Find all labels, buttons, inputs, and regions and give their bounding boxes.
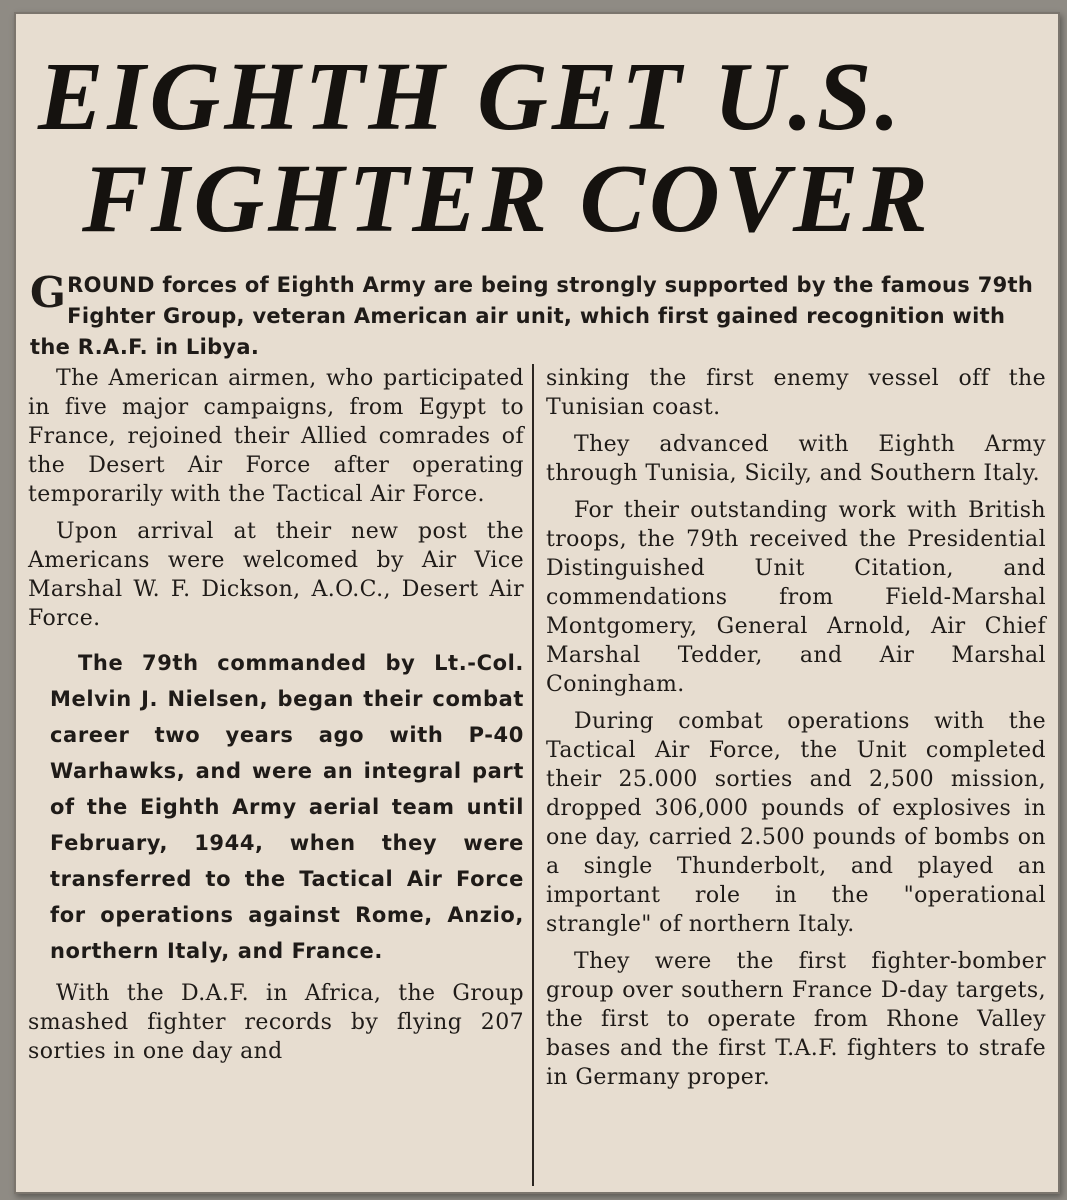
left-paragraph-4: With the D.A.F. in Africa, the Group smashed fighter records by flying 207 sorties in one day and [28,981,524,1064]
left-paragraph-3-bold: The 79th commanded by Lt.-Col. Melvin J. Nielsen, began their combat career two years ago with P-40 Warhawks, and were an integral part of the Eighth Army aerial team until February, 1944, when they were transferred to the Tactical Air Force for operations against Rome, Anzio, northern Italy, and France. [50,651,524,963]
right-column [546,364,1046,1100]
right-paragraph-2: They advanced with Eighth Army through Tunisia, Sicily, and Southern Italy. [546,432,1046,486]
left-paragraph-2: Upon arrival at their new post the Americans were welcomed by Air Vice Marshal W. F. Dickson, A.O.C., Desert Air Force. [28,519,524,631]
lead-paragraph [30,270,1040,363]
right-paragraph-3: For their outstanding work with British troops, the 79th received the Presidential Distinguished Unit Citation, and commendations from Field-Marshal Montgomery, General Arnold, Air Chief Marshal Tedder, and Air Marshal Coningham. [546,498,1046,697]
headline-line-1: EIGHTH GET U.S. [38,43,904,151]
drop-cap: G [30,268,67,317]
lead-text: ROUND forces of Eighth Army are being strongly supported by the famous 79th Fighter Group, veteran American air unit, which first gained recognition with the R.A.F. in Libya. [30,273,1034,359]
left-column [28,364,524,1074]
right-paragraph-5: They were the first fighter-bomber group over southern France D-day targets, the first to operate from Rhone Valley bases and the first T.A.F. fighters to strafe in Germany proper. [546,949,1046,1090]
newspaper-clipping [14,12,1060,1194]
left-paragraph-1: The American airmen, who participated in five major campaigns, from Egypt to France, rejoined their Allied comrades of the Desert Air Force after operating temporarily with the Tactical Air Force. [28,366,524,507]
right-paragraph-1: sinking the first enemy vessel off the Tunisian coast. [546,366,1046,420]
headline-line-2: FIGHTER COVER [82,145,932,253]
column-divider [532,364,534,1186]
headline [38,43,1038,253]
right-paragraph-4: During combat operations with the Tactical Air Force, the Unit completed their 25.000 sorties and 2,500 mission, dropped 306,000 pounds of explosives in one day, carried 2.500 pounds of bombs on a single Thunderbolt, and played an important role in the "operational strangle" of northern Italy. [546,709,1046,937]
